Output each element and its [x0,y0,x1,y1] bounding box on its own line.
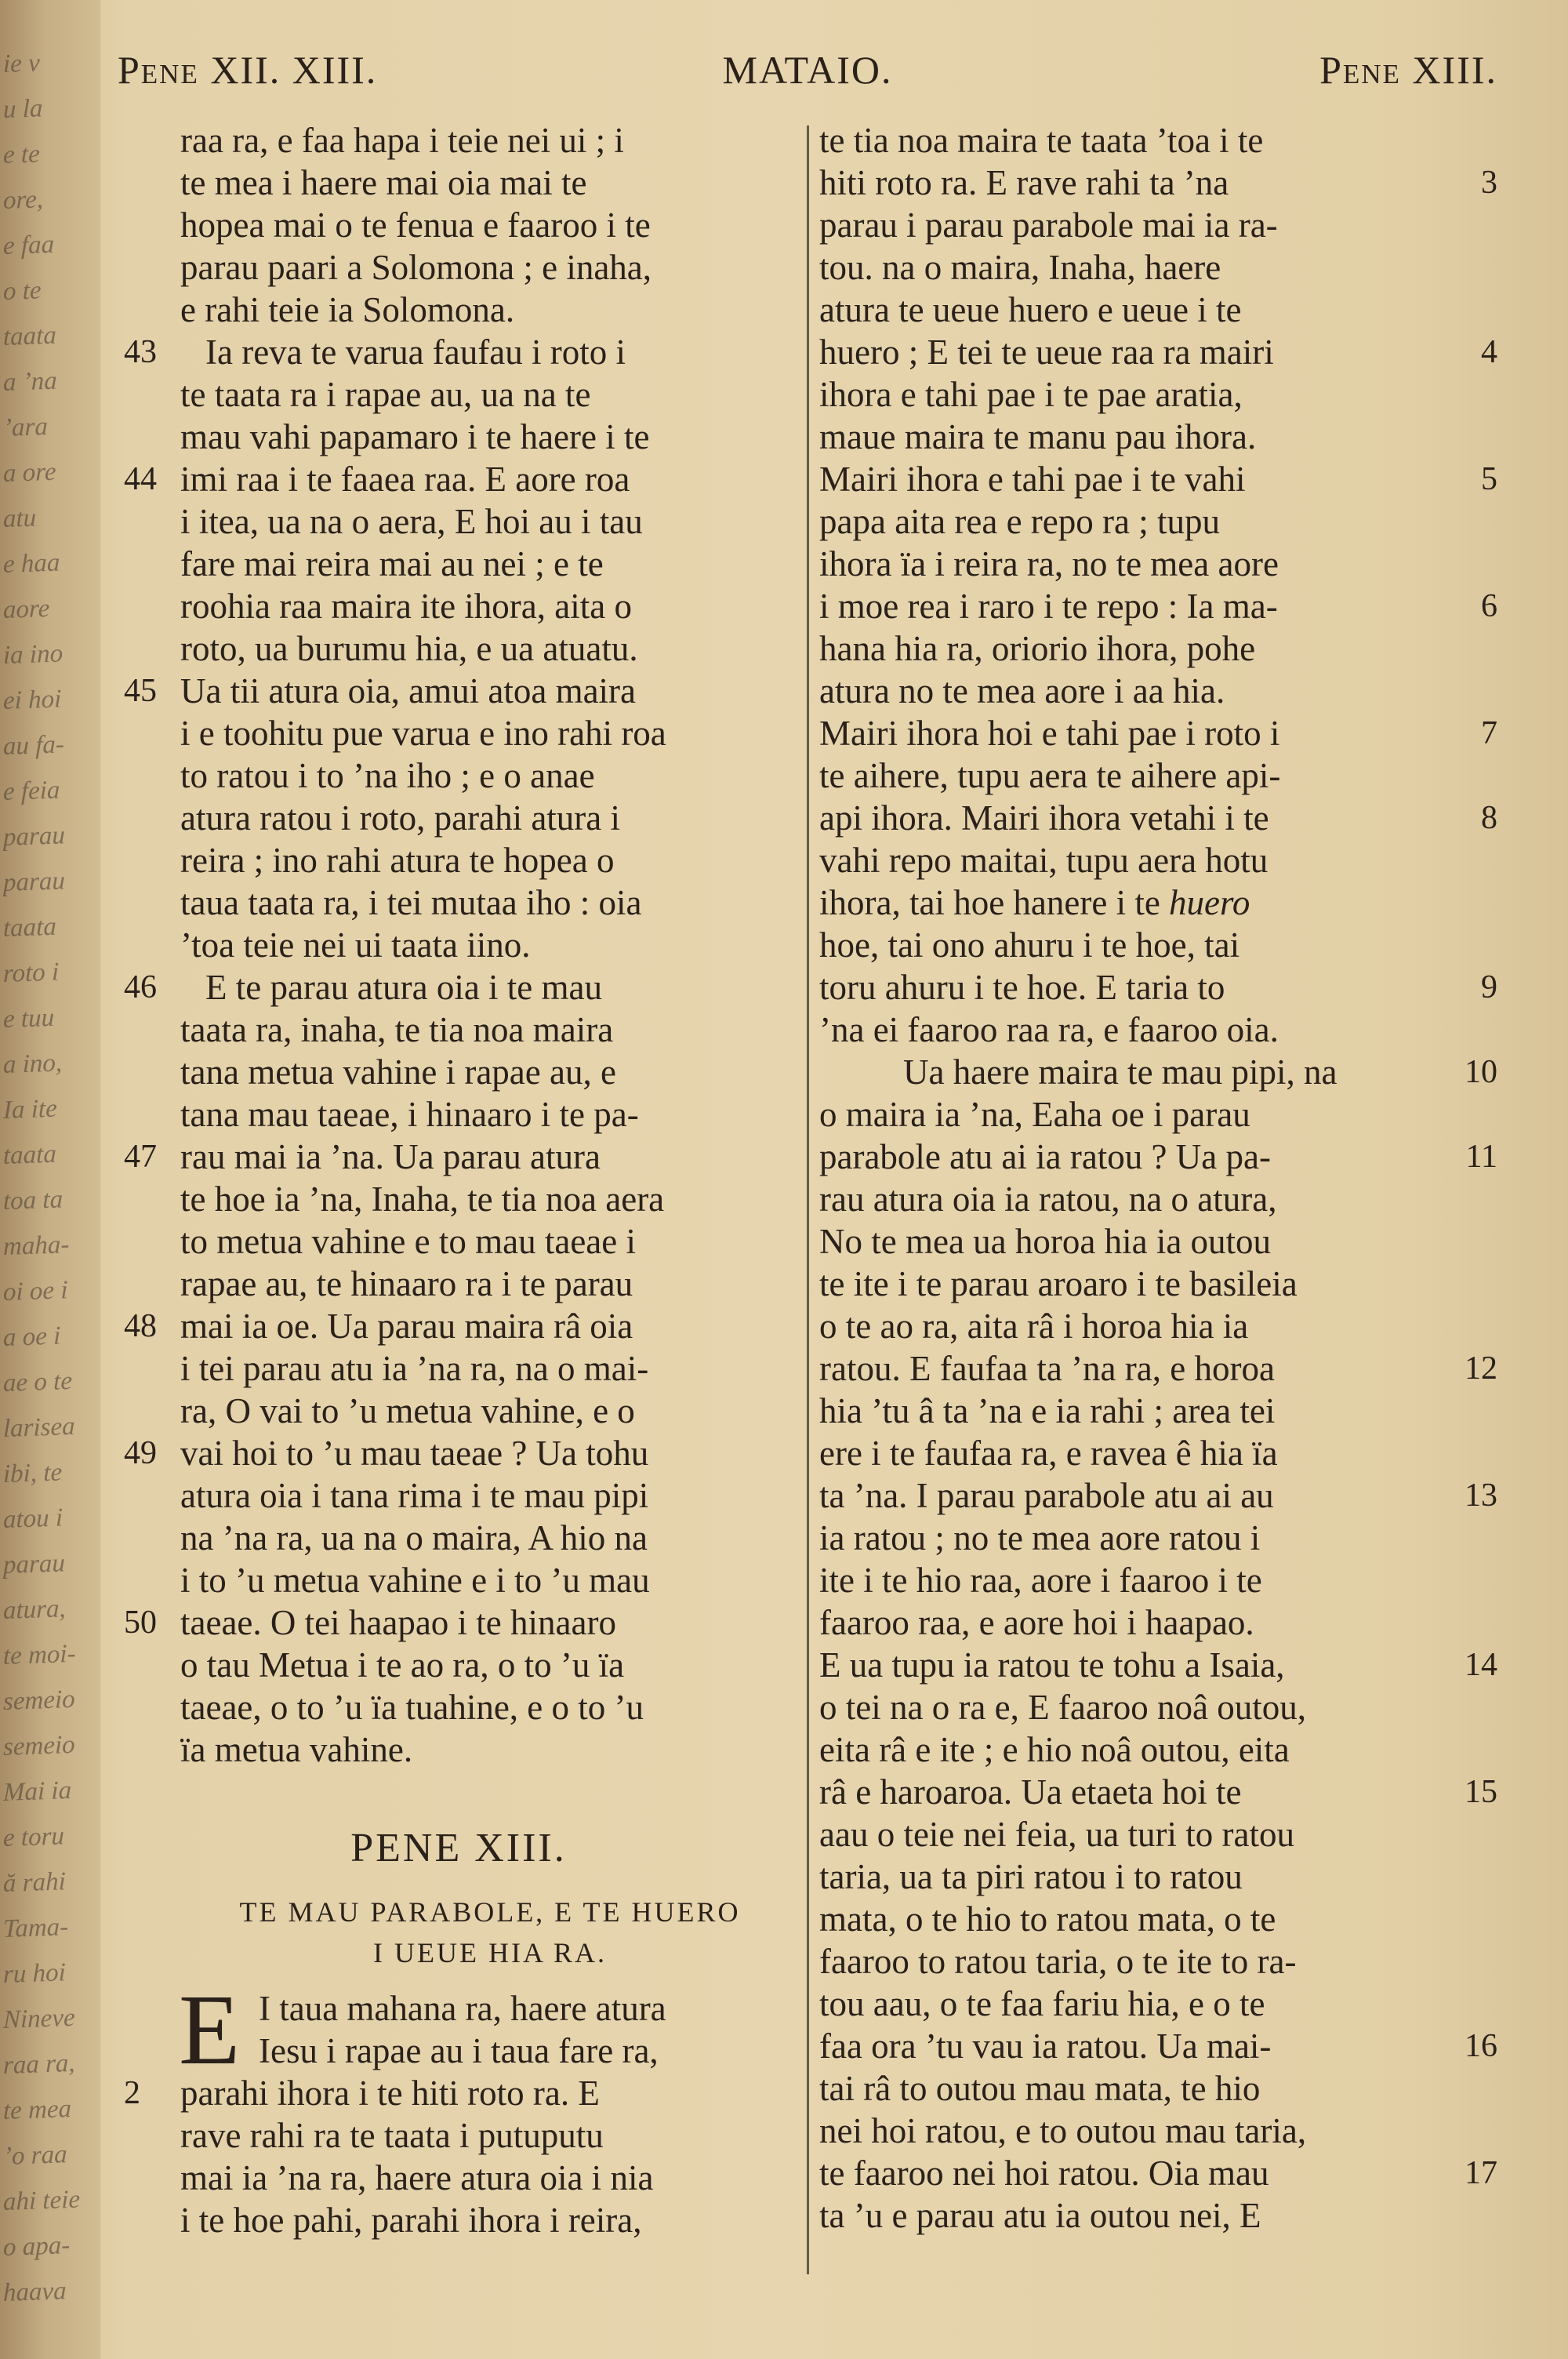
text-line [815,1771,1497,1813]
text-line [815,1728,1497,1771]
text-line [815,585,1497,627]
line-text: taata ra, inaha, te tia noa maira [180,1010,614,1049]
line-text: hia ’tu â ta ’na e ia rahi ; area tei [819,1391,1276,1430]
verse-number: 9 [1481,969,1497,1005]
text-line [118,458,800,500]
line-text: raa ra, e faa hapa i teie nei ui ; i [180,121,624,160]
verse-number: 10 [1465,1054,1497,1090]
text-line [815,331,1497,373]
line-text: ite i te hio raa, aore i faaroo i te [819,1561,1262,1600]
bleed-fragment: ei hoi [3,685,62,716]
line-text: taeae, o to ’u ïa tuahine, e o to ’u [180,1688,644,1727]
text-line [815,1686,1497,1728]
text-line [815,966,1497,1009]
text-line [815,1898,1497,1940]
line-text: o tau Metua i te ao ra, o to ’u ïa [180,1645,625,1685]
line-text: to metua vahine e to mau taeae i [180,1222,637,1261]
text-line [118,1347,800,1390]
bleed-fragment: te moi- [3,1639,76,1671]
line-text: rau mai ia ’na. Ua parau atura [180,1137,601,1176]
line-text: E te parau atura oia i te mau [205,968,603,1007]
verse-number: 15 [1465,1774,1497,1810]
line-text: faa ora ’tu vau ia ratou. Ua mai- [819,2026,1272,2066]
line-text: hoe, tai ono ahuru i te hoe, tai [819,925,1240,965]
verse-number: 3 [1481,165,1497,201]
bleed-fragment: raa ra, [3,2048,75,2081]
bleed-fragment: e tuu [3,1003,55,1034]
opening-text-lines [118,1974,800,2241]
header-chapter-right: Pene XIII. [1319,48,1497,92]
text-line [118,1517,800,1559]
line-text: parabole atu ai ia ratou ? Ua pa- [819,1137,1271,1176]
text-line [815,839,1497,881]
line-text: imi raa i te faaea raa. E aore roa [180,460,630,499]
line-text: to ratou i to ’na iho ; e o anae [180,756,595,795]
bleed-fragment: e te [3,140,40,170]
bleed-fragment: Tama- [3,1913,69,1944]
line-text: te mea i haere mai oia mai te [180,163,587,202]
verse-number: 17 [1465,2155,1497,2191]
line-text: Ua haere maira te mau pipi, na [903,1052,1338,1092]
line-text: te ite i te parau aroaro i te basileia [819,1264,1298,1303]
chapter-opening [118,1974,800,2241]
text-line [118,1987,800,2030]
line-text: Mairi ihora hoi e tahi pae i roto i [819,714,1280,753]
text-line [815,246,1497,289]
line-text: hopea mai o te fenua e faaroo i te [180,205,651,245]
text-line [118,712,800,754]
text-line [815,1813,1497,1856]
text-line [815,119,1497,162]
bleed-fragment: Ia ite [3,1094,57,1125]
verse-number: 12 [1465,1350,1497,1387]
line-text: I taua mahana ra, haere atura [259,1989,666,2028]
bleed-fragment: oi oe i [3,1276,68,1307]
bleed-fragment: Nineve [3,2003,75,2035]
bleed-fragment: parau [3,1549,65,1580]
bleed-fragment: Mai ia [3,1776,72,1808]
verse-number: 46 [124,969,157,1005]
text-line [118,1474,800,1517]
line-text: eita râ e ite ; e hio noâ outou, eita [819,1730,1290,1769]
text-line [118,1559,800,1601]
bleed-fragment: toa ta [3,1185,64,1216]
verse-number: 14 [1465,1647,1497,1683]
text-line [118,1390,800,1432]
text-line [118,2114,800,2157]
line-text: tana metua vahine i rapae au, e [180,1052,616,1092]
text-line [815,1009,1497,1051]
line-text: tana mau taeae, i hinaaro i te pa- [180,1095,639,1134]
text-line [815,797,1497,839]
bleed-fragment: a ’na [3,366,57,398]
right-text-lines [815,119,1497,2237]
verse-number: 43 [124,334,157,370]
line-text: E ua tupu ia ratou te tohu a Isaia, [819,1645,1285,1685]
text-line [118,543,800,585]
bleed-fragment: roto i [3,958,60,989]
text-line [118,1432,800,1474]
line-text: papa aita rea e repo ra ; tupu [819,502,1220,541]
verse-number: 13 [1465,1478,1497,1514]
left-column [118,119,800,2241]
line-text: i tei parau atu ia ’na ra, na o mai- [180,1349,649,1388]
text-line [118,1644,800,1686]
line-text: mata, o te hio to ratou mata, o te [819,1899,1276,1939]
text-line [118,331,800,373]
line-text: fare mai reira mai au nei ; e te [180,544,604,583]
bleed-fragment: e toru [3,1822,64,1853]
text-line [815,1263,1497,1305]
line-text: toru ahuru i te hoe. E taria to [819,968,1225,1007]
bleed-fragment: aore [3,594,50,625]
text-line [815,1136,1497,1178]
line-text: nei hoi ratou, e to outou mau taria, [819,2111,1307,2150]
line-text: e rahi teie ia Solomona. [180,290,515,329]
text-line [118,373,800,416]
text-line [118,1263,800,1305]
text-line [815,1517,1497,1559]
line-text: tou. na o maira, Inaha, haere [819,248,1221,287]
text-line [118,246,800,289]
line-text: taeae. O tei haapao i te hinaaro [180,1603,616,1642]
bleed-fragment: haava [3,2277,67,2308]
text-line [118,1093,800,1136]
text-line [118,839,800,881]
subheading-line-1: TE MAU PARABOLE, E TE HUERO [239,1896,741,1928]
line-text: ratou. E faufaa ta ’na ra, e horoa [819,1349,1275,1388]
bleed-fragment: a ore [3,457,56,489]
bleed-fragment: parau [3,821,65,852]
line-text: hana hia ra, oriorio ihora, pohe [819,629,1256,668]
verse-number: 48 [124,1308,157,1344]
line-text: roohia raa maira ite ihora, aita o [180,587,632,626]
bleed-fragment: taata [3,1140,56,1171]
text-line [815,881,1497,924]
line-text: rave rahi ra te taata i putuputu [180,2116,604,2155]
line-text: faaroo raa, e aore hoi i haapao. [819,1603,1254,1642]
text-line [118,204,800,246]
line-text: Iesu i rapae au i taua fare ra, [259,2031,659,2070]
line-text: atura oia i tana rima i te mau pipi [180,1476,649,1515]
line-text: mau vahi papamaro i te haere i te [180,417,650,456]
line-text: te hoe ia ’na, Inaha, te tia noa aera [180,1180,665,1219]
bleed-fragment: ibi, te [3,1458,63,1489]
line-text: o te ao ra, aita râ i horoa hia ia [819,1307,1249,1346]
text-line [815,289,1497,331]
text-line [118,1136,800,1178]
line-text: vahi repo maitai, tupu aera hotu [819,841,1269,880]
line-text: vai hoi to ’u mau taeae ? Ua tohu [180,1434,649,1473]
chapter-heading: PENE XIII. [350,1826,567,1870]
text-line [118,2030,800,2072]
text-line [118,1305,800,1347]
line-text: atura no te mea aore i aa hia. [819,671,1225,711]
text-line [815,500,1497,543]
text-line [118,119,800,162]
line-text: taria, ua ta piri ratou i to ratou [819,1857,1243,1896]
bleed-fragment: au fa- [3,730,64,761]
text-line [815,1644,1497,1686]
bleed-fragment: ore, [3,185,44,216]
text-line [118,1686,800,1728]
bleed-fragment: ’ara [3,413,48,443]
text-line [118,585,800,627]
line-text: No te mea ua horoa hia ia outou [819,1222,1272,1261]
text-line [815,1559,1497,1601]
line-text: aau o teie nei feia, ua turi to ratou [819,1815,1294,1854]
text-line [815,754,1497,797]
text-line [118,881,800,924]
line-text: api ihora. Mairi ihora vetahi i te [819,798,1269,838]
text-line [815,1178,1497,1220]
column-divider [807,125,809,2274]
line-text: te aihere, tupu aera te aihere api- [819,756,1281,795]
line-text: rau atura oia ia ratou, na o atura, [819,1180,1277,1219]
text-line [118,1220,800,1263]
text-line [118,1601,800,1644]
verse-number: 2 [124,2075,140,2111]
bleed-fragment: atou i [3,1503,64,1535]
text-line [118,416,800,458]
line-text: ihora ïa i reira ra, no te mea aore [819,544,1279,583]
text-line [815,712,1497,754]
verse-number: 50 [124,1605,157,1641]
line-text: mai ia ’na ra, haere atura oia i nia [180,2158,654,2197]
text-line [815,1601,1497,1644]
text-line [815,1390,1497,1432]
text-line [118,1051,800,1093]
text-line [118,797,800,839]
bleed-fragment: maha- [3,1230,70,1262]
line-text: ra, O vai to ’u metua vahine, e o [180,1391,635,1430]
text-line [118,924,800,966]
line-text: Ua tii atura oia, amui atoa maira [180,671,637,711]
header-chapter-left: Pene XII. XIII. [118,48,378,92]
line-text: te faaroo nei hoi ratou. Oia mau [819,2154,1269,2193]
text-line [815,1347,1497,1390]
line-text: taua taata ra, i tei mutaa iho : oia [180,883,642,922]
line-text: ere i te faufaa ra, e ravea ê hia ïa [819,1434,1278,1473]
text-line [815,627,1497,670]
line-text: mai ia oe. Ua parau maira râ oia [180,1307,633,1346]
bleed-fragment: ae o te [3,1366,72,1398]
bleed-fragment: larisea [3,1412,75,1444]
text-line [815,2110,1497,2152]
line-text: tai râ to outou mau mata, te hio [819,2069,1261,2108]
line-text: râ e haroaroa. Ua etaeta hoi te [819,1772,1242,1812]
text-line [815,1093,1497,1136]
line-text: parau i parau parabole mai ia ra- [819,205,1278,245]
text-line [815,2152,1497,2194]
text-line [118,627,800,670]
text-line [815,1940,1497,1983]
text-line [815,670,1497,712]
bleed-fragment: atura, [3,1594,66,1626]
bleed-fragment: semeio [3,1685,75,1717]
text-line [118,966,800,1009]
bleed-fragment: parau [3,867,65,898]
text-line [118,500,800,543]
bleed-fragment: ă rahi [3,1867,66,1899]
text-line [815,1474,1497,1517]
bleed-fragment: taata [3,912,56,943]
text-line [815,416,1497,458]
left-text-lines [118,119,800,1771]
line-text: reira ; ino rahi atura te hopea o [180,841,615,880]
bleed-fragment: te mea [3,2095,72,2126]
bleed-fragment: ie v [3,49,40,79]
text-line [815,1051,1497,1093]
text-line [815,924,1497,966]
header-book-title: MATAIO. [722,48,893,92]
line-text: i to ’u metua vahine e i to ’u mau [180,1561,650,1600]
line-text: i moe rea i raro i te repo : Ia ma- [819,587,1278,626]
line-text: rapae au, te hinaaro ra i te parau [180,1264,633,1303]
line-text: huero ; E tei te ueue raa ra mairi [819,333,1274,372]
bleed-fragment: semeio [3,1730,75,1762]
text-line [118,1178,800,1220]
text-line [815,1432,1497,1474]
text-line [815,373,1497,416]
line-text: te tia noa maira te taata ’toa i te [819,121,1264,160]
line-text: Ia reva te varua faufau i roto i [205,333,626,372]
text-line [118,2199,800,2241]
text-line [815,2025,1497,2067]
verse-number: 4 [1481,334,1497,370]
text-line [118,670,800,712]
text-line [815,1856,1497,1898]
bleed-fragment: atu [3,503,37,534]
line-text: parau paari a Solomona ; e inaha, [180,248,652,287]
bleed-fragment: ru hoi [3,1958,66,1990]
verse-number: 16 [1465,2028,1497,2064]
bleed-fragment: o te [3,276,42,307]
subheading-line-2: I UEUE HIA RA. [373,1937,607,1968]
bleed-fragment: e haa [3,548,60,580]
text-line [815,162,1497,204]
verse-number: 8 [1481,800,1497,836]
bleed-fragment: a ino, [3,1049,63,1080]
verse-number: 44 [124,461,157,497]
line-text: o maira ia ’na, Eaha oe i parau [819,1095,1250,1134]
bleed-fragment: ’o raa [3,2140,67,2172]
bleed-fragment: o apa- [3,2231,71,2263]
text-line [118,754,800,797]
line-text: i e toohitu pue varua e ino rahi roa [180,714,666,753]
text-line [118,162,800,204]
text-line [815,2194,1497,2237]
drop-cap: E [179,1974,241,2085]
line-text: o tei na o ra e, E faaroo noâ outou, [819,1688,1307,1727]
text-line [815,204,1497,246]
line-text: Mairi ihora e tahi pae i te vahi [819,460,1246,499]
text-line [815,1305,1497,1347]
verse-number: 5 [1481,461,1497,497]
italic-word: huero [1169,883,1250,922]
chapter-subheading [118,1892,800,1979]
line-text: maue maira te manu pau ihora. [819,417,1257,456]
text-line [815,543,1497,585]
bleed-fragment: e faa [3,230,55,261]
line-text: i te hoe pahi, parahi ihora i reira, [180,2201,642,2240]
running-header [118,47,1497,102]
bleed-fragment: ahi teie [3,2185,81,2217]
line-text: na ’na ra, ua na o maira, A hio na [180,1518,648,1558]
line-text: ia ratou ; no te mea aore ratou i [819,1518,1261,1558]
bleed-fragment: u la [3,94,43,125]
line-text: ihora, tai hoe hanere i te [819,883,1160,922]
verse-number: 6 [1481,588,1497,624]
line-text: atura te ueue huero e ueue i te [819,290,1242,329]
line-text: atura ratou i roto, parahi atura i [180,798,621,838]
verse-number: 7 [1481,715,1497,751]
line-text: ta ’na. I parau parabole atu ai au [819,1476,1274,1515]
line-text: parahi ihora i te hiti roto ra. E [180,2074,600,2113]
bleed-fragment: e feia [3,776,60,807]
line-text: ’toa teie nei ui taata iino. [180,925,531,965]
text-line [815,1220,1497,1263]
bleed-fragment: a oe i [3,1321,61,1353]
verse-number: 47 [124,1139,157,1175]
text-line [815,458,1497,500]
text-line [118,1009,800,1051]
text-line [118,2157,800,2199]
bleed-fragment: taata [3,321,56,352]
text-line [815,1983,1497,2025]
text-line [118,289,800,331]
verse-number: 11 [1465,1139,1497,1175]
line-text: te taata ra i rapae au, ua na te [180,375,591,414]
bleed-fragment: ia ino [3,639,64,671]
line-text: hiti roto ra. E rave rahi ta ’na [819,163,1229,202]
line-text: tou aau, o te faa fariu hia, e o te [819,1984,1265,2023]
line-text: ïa metua vahine. [180,1730,413,1769]
line-text: i itea, ua na o aera, E hoi au i tau [180,502,643,541]
line-text: roto, ua burumu hia, e ua atuatu. [180,629,638,668]
text-line [118,2072,800,2114]
right-column [815,119,1497,2237]
verse-number: 45 [124,673,157,709]
line-text: ihora e tahi pae i te pae aratia, [819,375,1243,414]
line-text: ’na ei faaroo raa ra, e faaroo oia. [819,1010,1279,1049]
facing-page-bleed [0,0,100,2359]
text-line [118,1728,800,1771]
text-line [815,2067,1497,2110]
verse-number: 49 [124,1435,157,1471]
line-text: ta ’u e parau atu ia outou nei, E [819,2196,1261,2235]
line-text: faaroo to ratou taria, o te ite to ra- [819,1942,1297,1981]
